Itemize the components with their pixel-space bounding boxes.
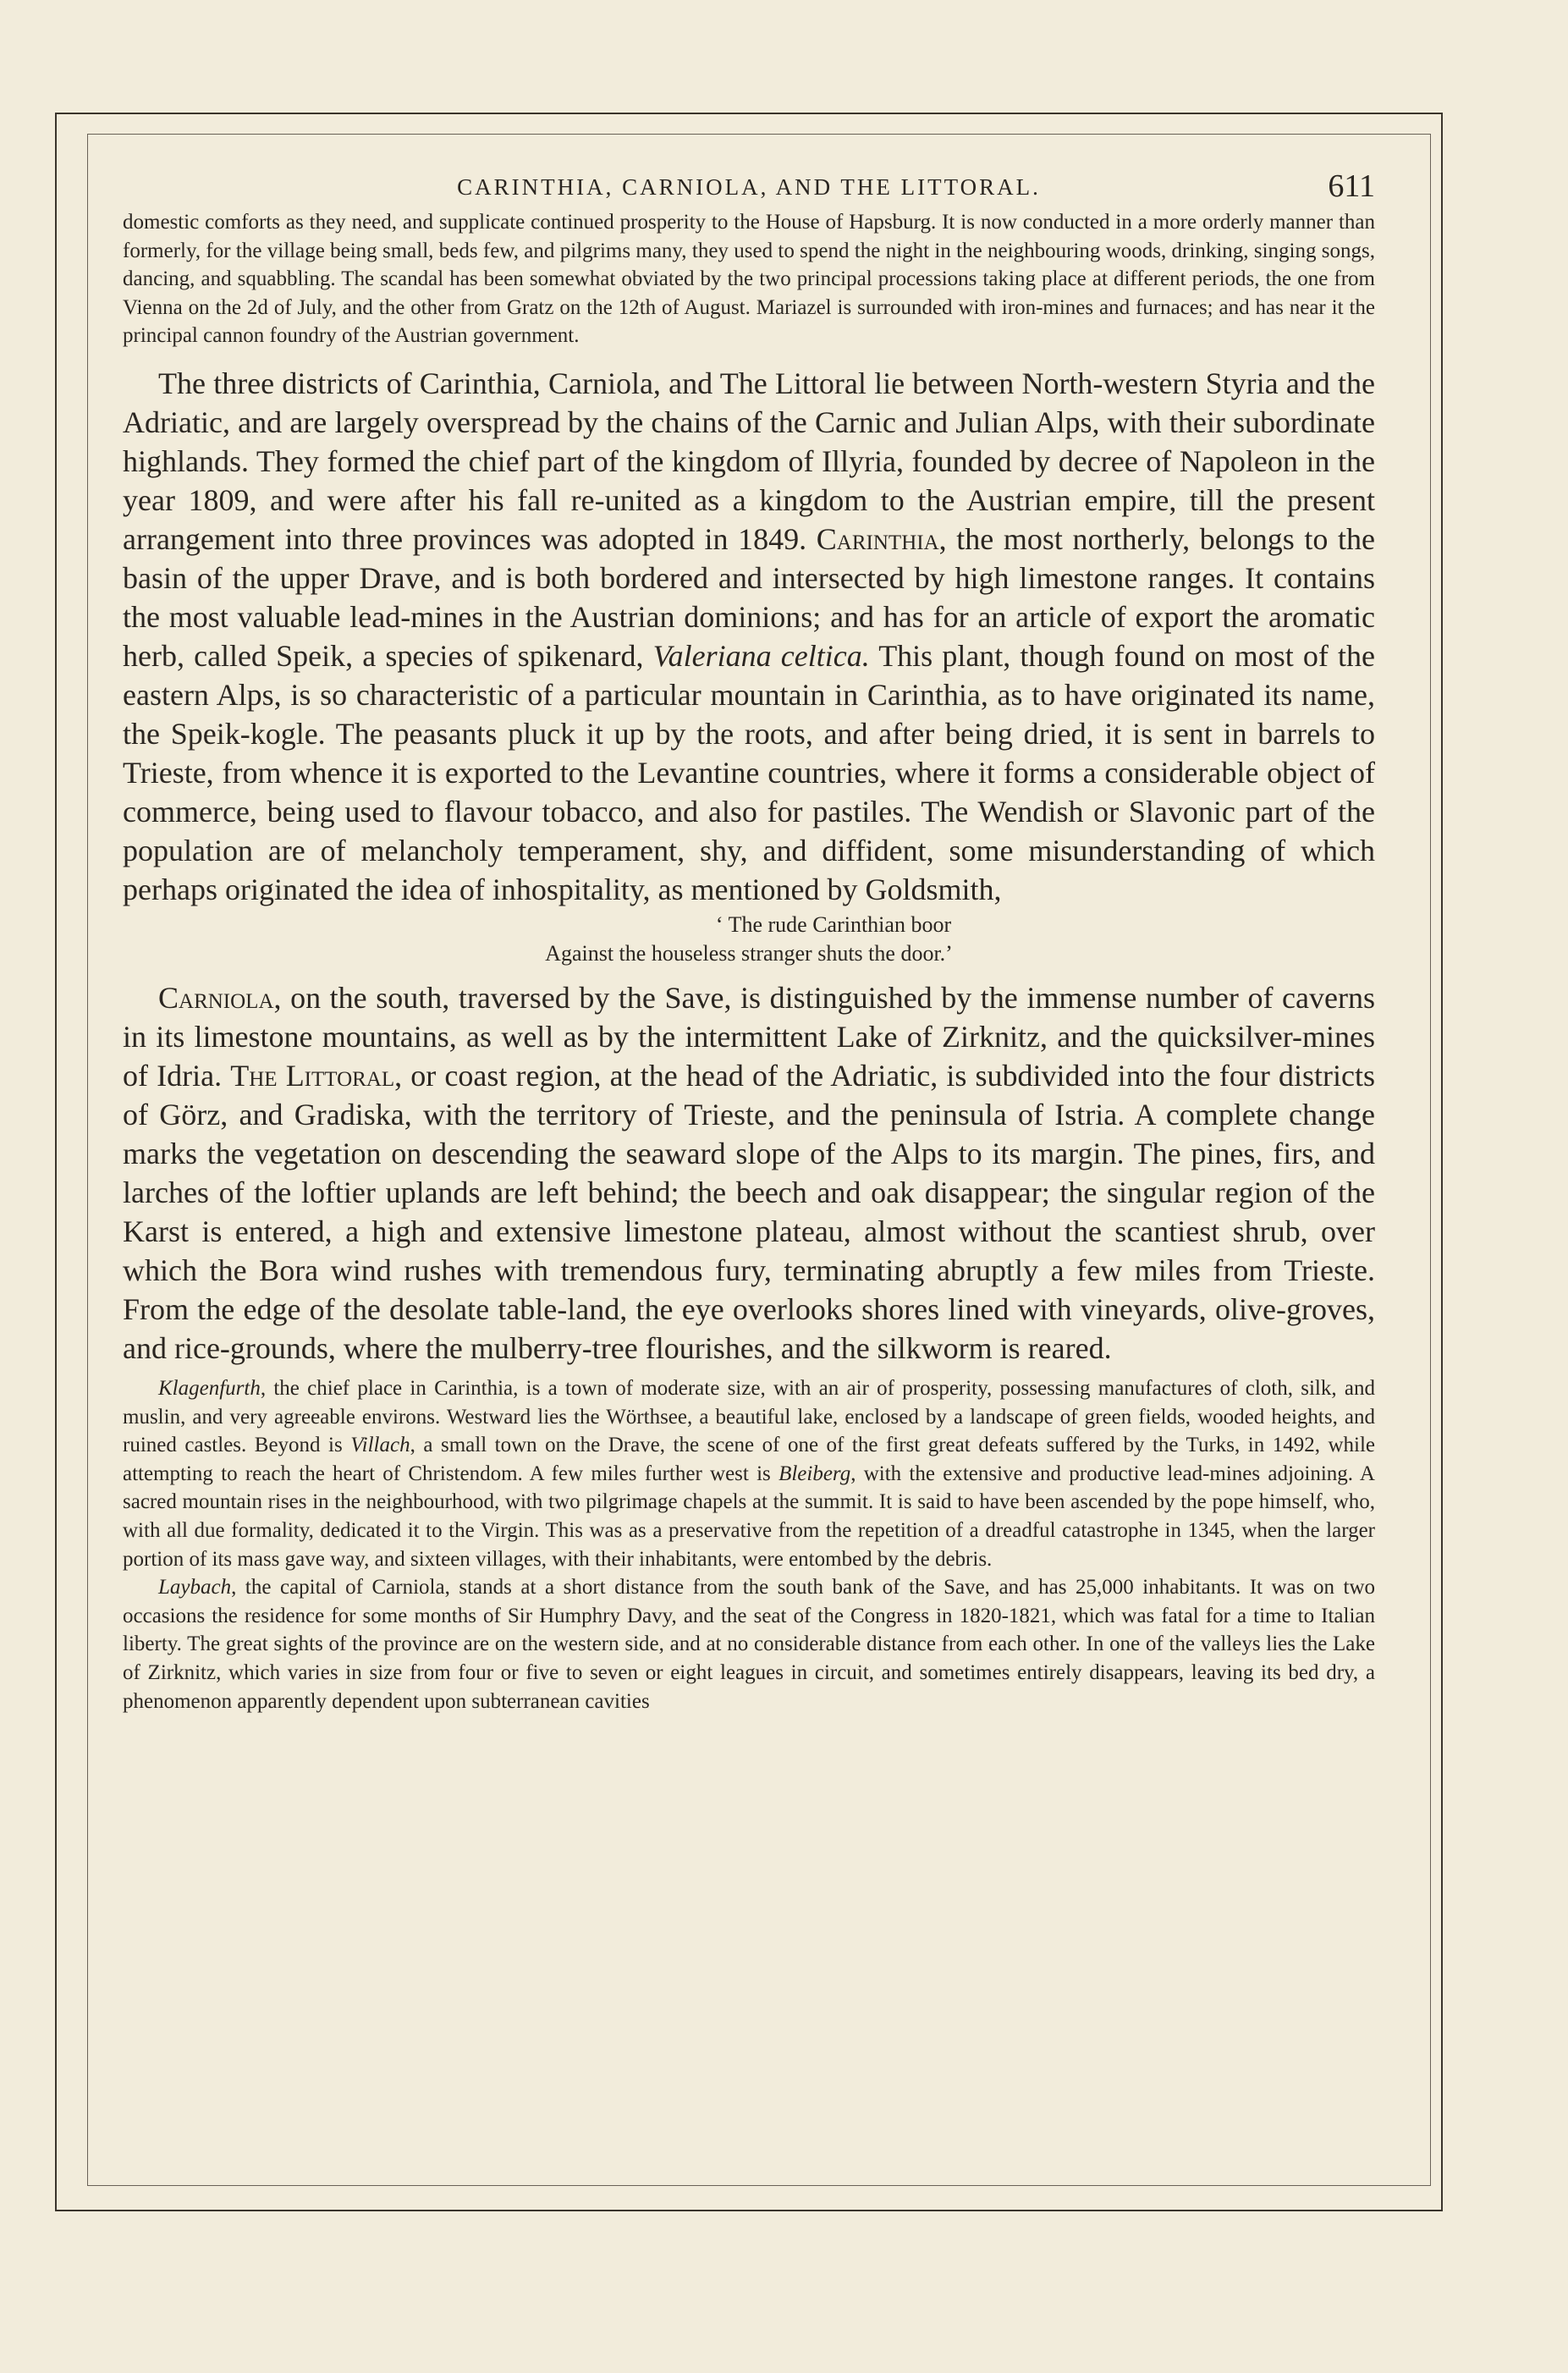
laybach-name: Laybach: [158, 1576, 232, 1599]
para3-text-1: , the chief place in Carinthia, is a town of moderate size, with an air of prosperity, possessing manufactures of cloth, silk, and muslin, and very agreeable environs. Westward lies the Wörthsee, a beautiful lake, enclosed by a landscape of green fields, wooded heights, and ruined castles. Beyond is: [123, 1376, 1375, 1457]
para2-text-2: , or coast region, at the head of the Adriatic, is subdivided into the four districts of Görz, and Gradiska, with the territory of Trieste, and the peninsula of Istria. A complete change marks the vegetation on descending the seaward slope of the Alps to its margin. The pines, firs, and larches of the loftier uplands are left behind; the beech and oak disappear; the singular region of the Karst is entered, a high and extensive limestone plateau, almost without the scantiest shrub, over which the Bora wind rushes with tremendous fury, terminating abruptly a few miles from Trieste. From the edge of the desolate table-land, the eye overlooks shores lined with vineyards, olive-groves, and rice-grounds, where the mulberry-tree flourishes, and the silkworm is reared.: [123, 1058, 1375, 1365]
bleiberg-name: Bleiberg: [778, 1462, 851, 1485]
para3-text-3: , with the extensive and productive lead-mines adjoining. A sacred mountain rises in the neighbourhood, with two pilgrimage chapels at the summit. It is said to have been ascended by the pope himself, who, with all due formality, dedicated it to the Virgin. This was as a preservative from the repetition of a dreadful catastrophe in 1345, when the larger portion of its mass gave way, and sixteen villages, with their inhabitants, were entombed by the debris.: [123, 1462, 1375, 1571]
running-title: CARINTHIA, CARNIOLA, AND THE LITTORAL.: [457, 174, 1041, 200]
carniola-heading: Carniola: [158, 980, 274, 1015]
para1-text-3: This plant, though found on most of the eastern Alps, is so characteristic of a particular mountain in Carinthia, as to have originated its name, the Speik-kogle. The peasants pluck it up by the roots, and after being dried, it is sent in barrels to Trieste, from whence it is exported to the Levantine countries, where it forms a considerable object of commerce, being used to flavour tobacco, and also for pastiles. The Wendish or Slavonic part of the population are of melancholy temperament, shy, and diffident, some misunderstanding of which perhaps originated the idea of inhospitality, as mentioned by Goldsmith,: [123, 638, 1376, 906]
page-content: [123, 166, 1375, 1715]
quote-line-1: ‘ The rude Carinthian boor: [715, 911, 952, 937]
para1-text-2: , the most northerly, belongs to the basin of the upper Drave, and is both bordered and intersected by high limestone ranges. It contains the most valuable lead-mines in the Austrian dominions; and has for an article of export the aromatic herb, called Speik, a species of spikenard,: [123, 521, 1375, 673]
carinthia-heading: Carinthia: [816, 521, 939, 556]
klagenfurth-name: Klagenfurth: [158, 1376, 261, 1400]
goldsmith-quote: [123, 911, 1375, 968]
paragraph-klagenfurth: [123, 1374, 1375, 1573]
para4-text-1: , the capital of Carniola, stands at a short distance from the south bank of the Save, and has 25,000 inhabitants. It was on two occasions the residence for some months of Sir Humphry Davy, and the seat of the Congress in 1820-1821, which was fatal for a time to Italian liberty. The great sights of the province are on the western side, and at no considerable distance from each other. In one of the valleys lies the Lake of Zirknitz, which varies in size from four or five to seven or eight leagues in circuit, and sometimes entirely disappears, leaving its bed dry, a phenomenon apparently dependent upon subterranean cavities: [123, 1576, 1375, 1713]
paragraph-districts: [123, 364, 1375, 909]
page-header: [123, 166, 1375, 208]
intro-paragraph: domestic comforts as they need, and supplicate continued prosperity to the House of Hapsburg. It is now conducted in a more orderly manner than formerly, for the village being small, beds few, and pilgrims many, they used to spend the night in the neighbouring woods, drinking, singing songs, dancing, and squabbling. The scandal has been somewhat obviated by the two principal processions taking place at different periods, the one from Vienna on the 2d of July, and the other from Gratz on the 12th of August. Mariazel is surrounded with iron-mines and furnaces; and has near it the principal cannon foundry of the Austrian government.: [123, 211, 1375, 348]
paragraph-laybach: [123, 1573, 1375, 1715]
para3-text-2: , a small town on the Drave, the scene of one of the first great defeats suffered by the Turks, in 1492, while attempting to reach the heart of Christendom. A few miles further west is: [123, 1434, 1376, 1485]
paragraph-carniola: [123, 978, 1375, 1368]
para1-text-1: The three districts of Carinthia, Carniola, and The Littoral lie between North-western Styria and the Adriatic, and are largely overspread by the chains of the Carnic and Julian Alps, with their subordinate highlands. They formed the chief part of the kingdom of Illyria, founded by decree of Napoleon in the year 1809, and were after his fall re-united as a kingdom to the Austrian empire, till the present arrangement into three provinces was adopted in 1849.: [123, 366, 1375, 556]
latin-name: Valeriana celtica.: [652, 638, 870, 673]
littoral-heading: The Littoral: [230, 1058, 395, 1093]
para2-text-1: , on the south, traversed by the Save, is distinguished by the immense number of caverns in its limestone mountains, as well as by the intermittent Lake of Zirknitz, and the quicksilver-mines of Idria.: [123, 980, 1375, 1093]
quote-line-2: Against the houseless stranger shuts the door.’: [545, 940, 953, 966]
page-number: 611: [1328, 168, 1375, 204]
villach-name: Villach: [350, 1434, 410, 1457]
